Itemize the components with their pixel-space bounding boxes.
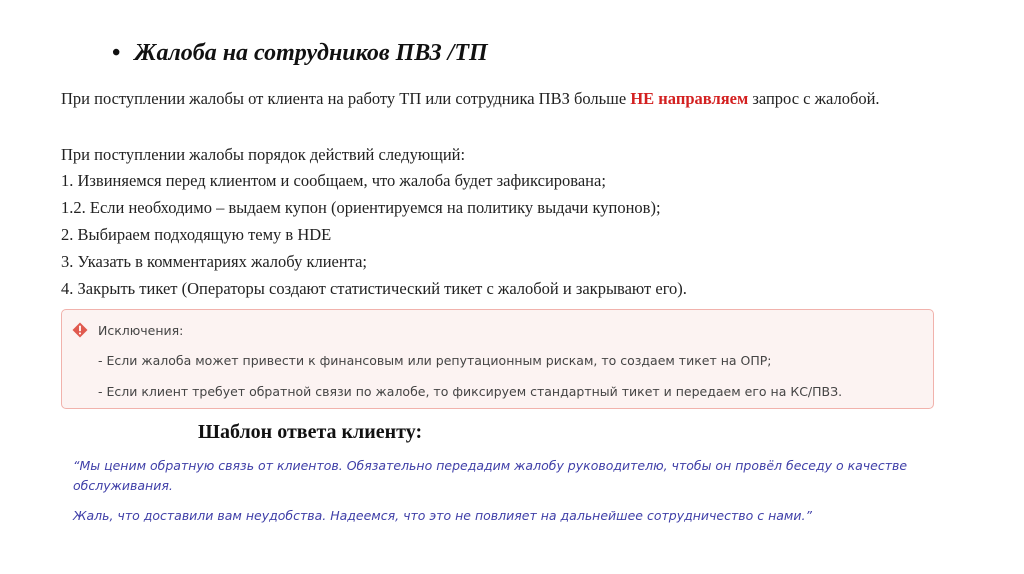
template-quote-line: Жаль, что доставили вам неудобства. Надеемся, что это не повлияет на дальнейшее сотрудничество с нами.” bbox=[73, 508, 812, 523]
procedure-heading: При поступлении жалобы порядок действий следующий: bbox=[61, 145, 466, 164]
intro-text-after: запрос с жалобой. bbox=[748, 89, 880, 108]
exceptions-title: Исключения: bbox=[98, 323, 184, 338]
heading-bullet: • bbox=[112, 40, 121, 66]
template-quote-line: “Мы ценим обратную связь от клиентов. Обязательно передадим жалобу руководителю, чтобы он провёл беседу о качестве bbox=[73, 458, 908, 473]
exception-item: - Если клиент требует обратной связи по жалобе, то фиксируем стандартный тикет и передаем его на КС/ПВЗ. bbox=[98, 384, 843, 399]
template-title: Шаблон ответа клиенту: bbox=[198, 421, 423, 443]
procedure-step: 1. Извиняемся перед клиентом и сообщаем, что жалоба будет зафиксирована; bbox=[61, 171, 606, 190]
intro-highlight: НЕ направляем bbox=[630, 89, 749, 108]
procedure-step: 4. Закрыть тикет (Операторы создают статистический тикет с жалобой и закрывают его). bbox=[61, 279, 687, 298]
intro-paragraph bbox=[61, 89, 880, 109]
procedure-step: 3. Указать в комментариях жалобу клиента; bbox=[61, 252, 367, 271]
heading-title: Жалоба на сотрудников ПВЗ /ТП bbox=[134, 40, 488, 66]
slide-heading bbox=[112, 40, 488, 67]
procedure-step: 1.2. Если необходимо – выдаем купон (ориентируемся на политику выдачи купонов); bbox=[61, 198, 661, 217]
alert-icon bbox=[72, 322, 88, 338]
procedure-step: 2. Выбираем подходящую тему в HDE bbox=[61, 225, 332, 244]
exception-item: - Если жалоба может привести к финансовым или репутационным рискам, то создаем тикет на ОПР; bbox=[98, 353, 772, 368]
template-quote-line: обслуживания. bbox=[73, 478, 173, 493]
exceptions-callout bbox=[61, 309, 934, 409]
intro-text-before: При поступлении жалобы от клиента на работу ТП или сотрудника ПВЗ больше bbox=[61, 89, 631, 108]
